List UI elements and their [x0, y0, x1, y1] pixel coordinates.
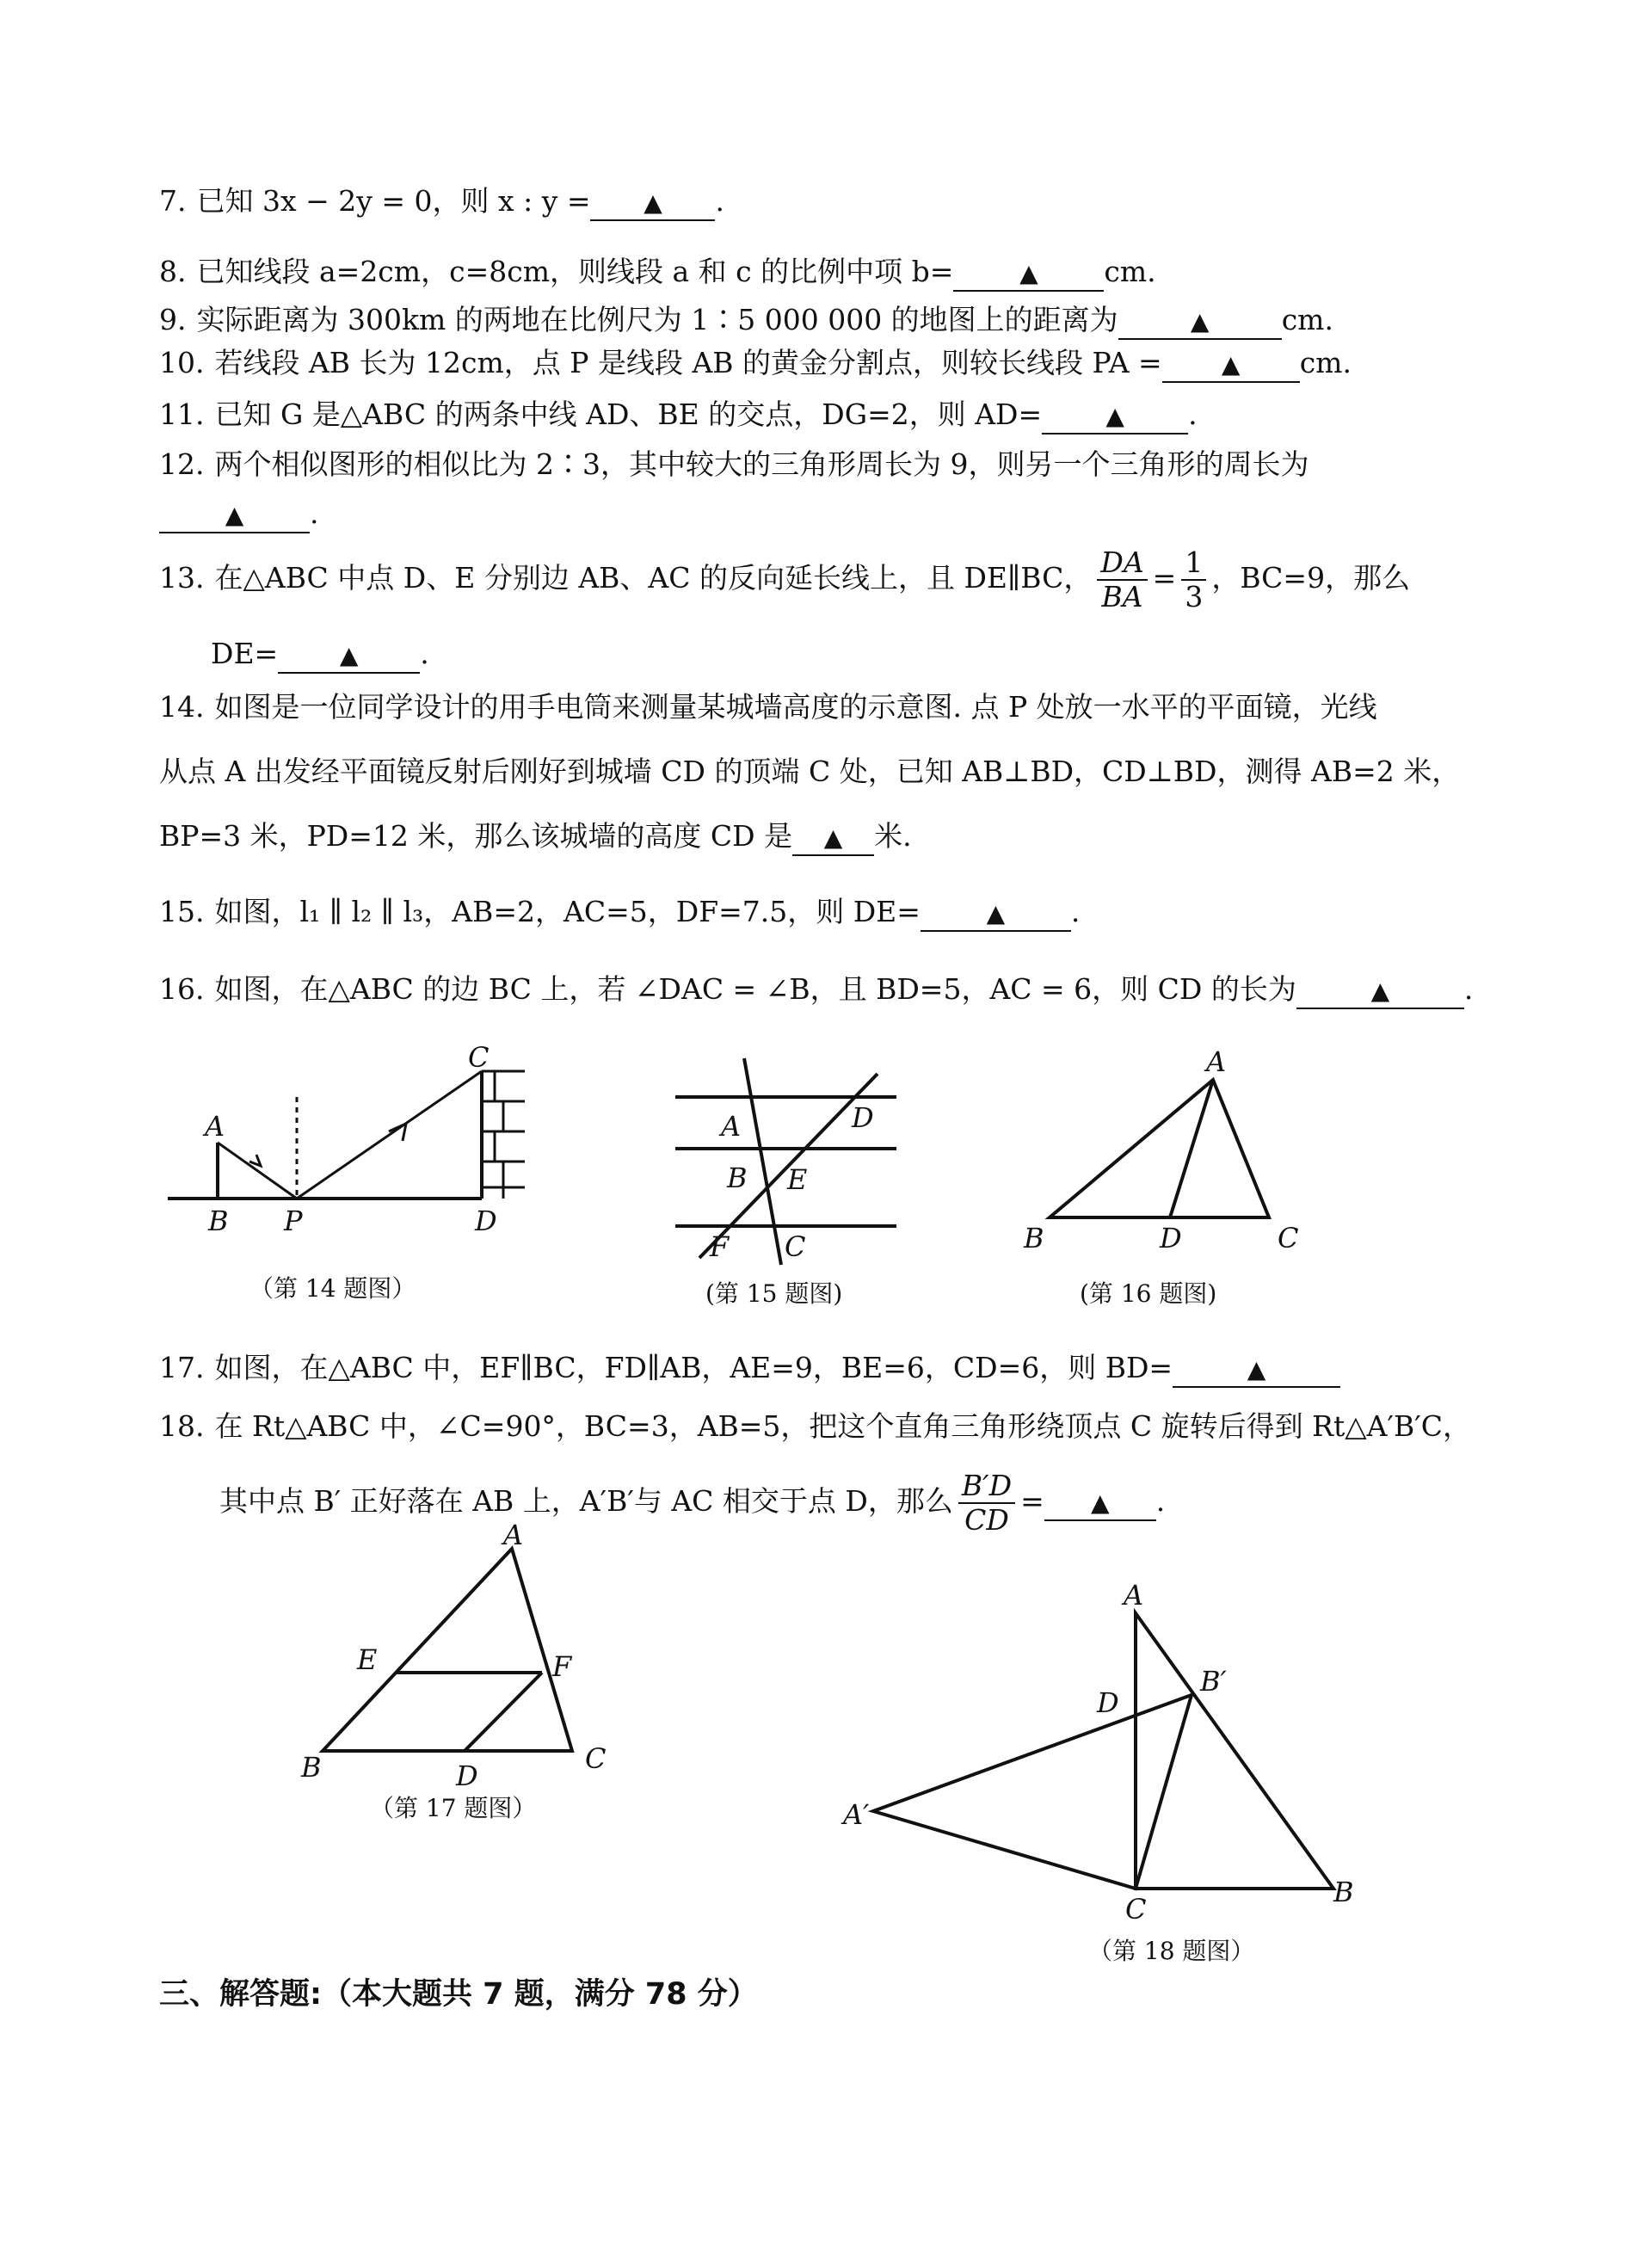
caption-figure-17: （第 17 题图） [370, 1794, 537, 1822]
question-suffix: . [1463, 972, 1474, 1006]
question-12-continued [159, 495, 319, 533]
question-number: 13. [159, 561, 205, 595]
figure-17 [292, 1519, 637, 1798]
label-a: A [1124, 1579, 1144, 1612]
question-suffix: . [1070, 895, 1081, 928]
question-14-line3 [159, 817, 912, 856]
answer-blank [1044, 1485, 1156, 1521]
question-number: 17. [159, 1351, 205, 1384]
question-13-continued [211, 635, 429, 674]
label-d: D [1097, 1686, 1119, 1719]
blank-mark: ▲ [1370, 977, 1390, 1005]
fraction-one-third [1181, 546, 1206, 613]
question-18-continued [219, 1463, 1165, 1540]
question-text: 已知 G 是△ABC 的两条中线 AD、BE 的交点，DG=2，则 AD= [214, 398, 1043, 431]
question-text: 如图是一位同学设计的用手电筒来测量某城墙高度的示意图. 点 P 处放一水平的平面镜，光线 [214, 690, 1377, 724]
question-10 [159, 344, 1352, 383]
fraction-bpd-cd [958, 1470, 1015, 1537]
segment-fd [465, 1673, 542, 1751]
answer-blank [1042, 398, 1188, 434]
figure-15 [671, 1058, 912, 1265]
label-f: F [710, 1230, 730, 1263]
label-a: A [205, 1110, 225, 1143]
answer-blank [1296, 973, 1464, 1009]
question-suffix: cm. [1104, 255, 1156, 288]
fraction-denominator: 3 [1185, 580, 1204, 613]
question-15 [159, 893, 1080, 932]
answer-blank [159, 497, 310, 533]
question-text: 如图，在△ABC 中，EF∥BC，FD∥AB，AE=9，BE=6，CD=6，则 BD= [214, 1351, 1173, 1384]
question-number: 14. [159, 690, 205, 724]
question-8 [159, 253, 1156, 292]
question-text: 两个相似图形的相似比为 2∶3，其中较大的三角形周长为 9，则另一个三角形的周长为 [214, 447, 1309, 481]
question-number: 15. [159, 895, 205, 928]
label-d: D [1160, 1222, 1182, 1254]
question-text: 在△ABC 中点 D、E 分别边 AB、AC 的反向延长线上，且 DE∥BC， [214, 561, 1093, 595]
triangle-apbpc [873, 1695, 1192, 1889]
label-c: C [468, 1041, 490, 1074]
question-text: 其中点 B′ 正好落在 AB 上，A′B′与 AC 相交于点 D，那么 [219, 1484, 953, 1518]
label-d: D [852, 1101, 874, 1134]
label-b: B [1333, 1876, 1354, 1908]
question-text: 如图，l₁ ∥ l₂ ∥ l₃，AB=2，AC=5，DF=7.5，则 DE= [214, 895, 921, 928]
answer-blank [792, 820, 874, 856]
label-a: A [721, 1110, 742, 1143]
figure-14 [163, 1041, 542, 1248]
question-suffix: . [1188, 398, 1198, 431]
label-a: A [503, 1519, 524, 1551]
blank-mark: ▲ [644, 188, 662, 217]
question-suffix: . [420, 637, 429, 670]
transversal-afc [744, 1058, 781, 1265]
equals-sign: = [1020, 1484, 1044, 1518]
question-number: 12. [159, 447, 205, 481]
question-suffix: ，BC=9，那么 [1211, 561, 1411, 595]
blank-mark: ▲ [1190, 307, 1210, 336]
section-heading: 三、解答题:（本大题共 7 题，满分 78 分） [159, 1977, 758, 2012]
question-16 [159, 971, 1473, 1009]
answer-blank [1173, 1352, 1340, 1388]
question-14 [159, 688, 1377, 726]
blank-mark: ▲ [225, 501, 244, 529]
blank-mark: ▲ [339, 641, 359, 669]
question-suffix: . [715, 184, 724, 218]
question-text: 已知线段 a=2cm，c=8cm，则线段 a 和 c 的比例中项 b= [196, 255, 954, 288]
question-7 [159, 182, 724, 221]
answer-blank [953, 256, 1104, 292]
fraction-numerator: DA [1097, 546, 1147, 581]
question-text: BP=3 米，PD=12 米，那么该城墙的高度 CD 是 [159, 819, 793, 853]
blank-mark: ▲ [823, 823, 843, 852]
label-f: F [552, 1650, 572, 1683]
label-c: C [1125, 1893, 1147, 1926]
label-e: E [787, 1163, 808, 1196]
segment-ad [1170, 1080, 1213, 1217]
label-c: C [1278, 1222, 1299, 1254]
caption-figure-15: (第 15 题图) [705, 1279, 843, 1308]
question-number: 9. [159, 303, 187, 336]
question-number: 7. [159, 184, 187, 218]
arrow-head-1 [249, 1155, 261, 1166]
label-d: D [456, 1760, 478, 1792]
label-b: B [208, 1205, 229, 1237]
answer-blank [1162, 347, 1300, 383]
label-b: B [1024, 1222, 1044, 1254]
label-b: B [727, 1162, 748, 1194]
label-c: C [785, 1230, 806, 1263]
question-suffix: cm. [1299, 346, 1352, 379]
label-d: D [475, 1205, 497, 1237]
label-ap: A′ [843, 1798, 870, 1831]
label-a: A [1206, 1045, 1227, 1078]
label-p: P [284, 1205, 303, 1237]
question-number: 8. [159, 255, 187, 288]
blank-mark: ▲ [986, 899, 1006, 928]
fraction-da-ba [1097, 546, 1147, 613]
blank-mark: ▲ [1105, 402, 1124, 430]
answer-blank [590, 185, 715, 221]
question-suffix: 米. [874, 819, 912, 853]
question-12 [159, 446, 1309, 484]
question-11 [159, 396, 1198, 434]
label-e: E [357, 1643, 378, 1676]
ray-p-c [297, 1071, 482, 1199]
fraction-numerator: 1 [1181, 546, 1206, 581]
answer-blank [1118, 304, 1282, 340]
question-17 [159, 1349, 1340, 1388]
caption-figure-18: （第 18 题图） [1088, 1937, 1255, 1965]
label-bp: B′ [1200, 1665, 1227, 1698]
figure-18 [834, 1579, 1385, 1926]
figure-16 [1015, 1045, 1308, 1260]
question-number: 10. [159, 346, 205, 379]
fraction-numerator: B′D [958, 1470, 1015, 1504]
blank-mark: ▲ [1247, 1355, 1266, 1384]
equals-sign: = [1152, 561, 1177, 595]
question-suffix: . [310, 496, 319, 530]
question-text: 已知 3x − 2y = 0，则 x : y = [196, 184, 591, 218]
question-9 [159, 301, 1333, 340]
question-suffix: . [1155, 1484, 1166, 1518]
label-b: B [301, 1751, 322, 1784]
question-text: 若线段 AB 长为 12cm，点 P 是线段 AB 的黄金分割点，则较长线段 PA = [214, 346, 1162, 379]
label-c: C [585, 1742, 607, 1775]
ray-a-p [218, 1143, 297, 1199]
fraction-denominator: CD [964, 1503, 1009, 1537]
answer-blank [921, 896, 1071, 932]
caption-figure-16: (第 16 题图) [1080, 1279, 1217, 1308]
question-text: 实际距离为 300km 的两地在比例尺为 1∶5 000 000 的地图上的距离为 [196, 303, 1118, 336]
question-text: 如图，在△ABC 的边 BC 上，若 ∠DAC = ∠B，且 BD=5，AC = 6，则 CD 的长为 [214, 972, 1296, 1006]
answer-blank [278, 638, 420, 674]
blank-mark: ▲ [1090, 1488, 1110, 1517]
question-text: 从点 A 出发经平面镜反射后刚好到城墙 CD 的顶端 C 处，已知 AB⊥BD，CD⊥BD，测得 AB=2 米， [159, 755, 1461, 788]
question-14-line2 [159, 753, 1460, 791]
question-suffix: cm. [1281, 303, 1333, 336]
question-number: 18. [159, 1409, 205, 1443]
question-number: 16. [159, 972, 205, 1006]
triangle-abc [1136, 1613, 1333, 1889]
fraction-denominator: BA [1101, 580, 1143, 613]
blank-mark: ▲ [1019, 259, 1038, 287]
question-text: 在 Rt△ABC 中，∠C=90°，BC=3，AB=5，把这个直角三角形绕顶点 C 旋转后得到 Rt△A′B′C， [214, 1409, 1471, 1443]
triangle-abc [1050, 1080, 1269, 1217]
question-18 [159, 1408, 1471, 1445]
question-13 [159, 542, 1410, 614]
caption-figure-14: （第 14 题图） [249, 1274, 416, 1303]
question-text: DE= [211, 637, 279, 670]
blank-mark: ▲ [1221, 350, 1241, 379]
question-number: 11. [159, 398, 205, 431]
